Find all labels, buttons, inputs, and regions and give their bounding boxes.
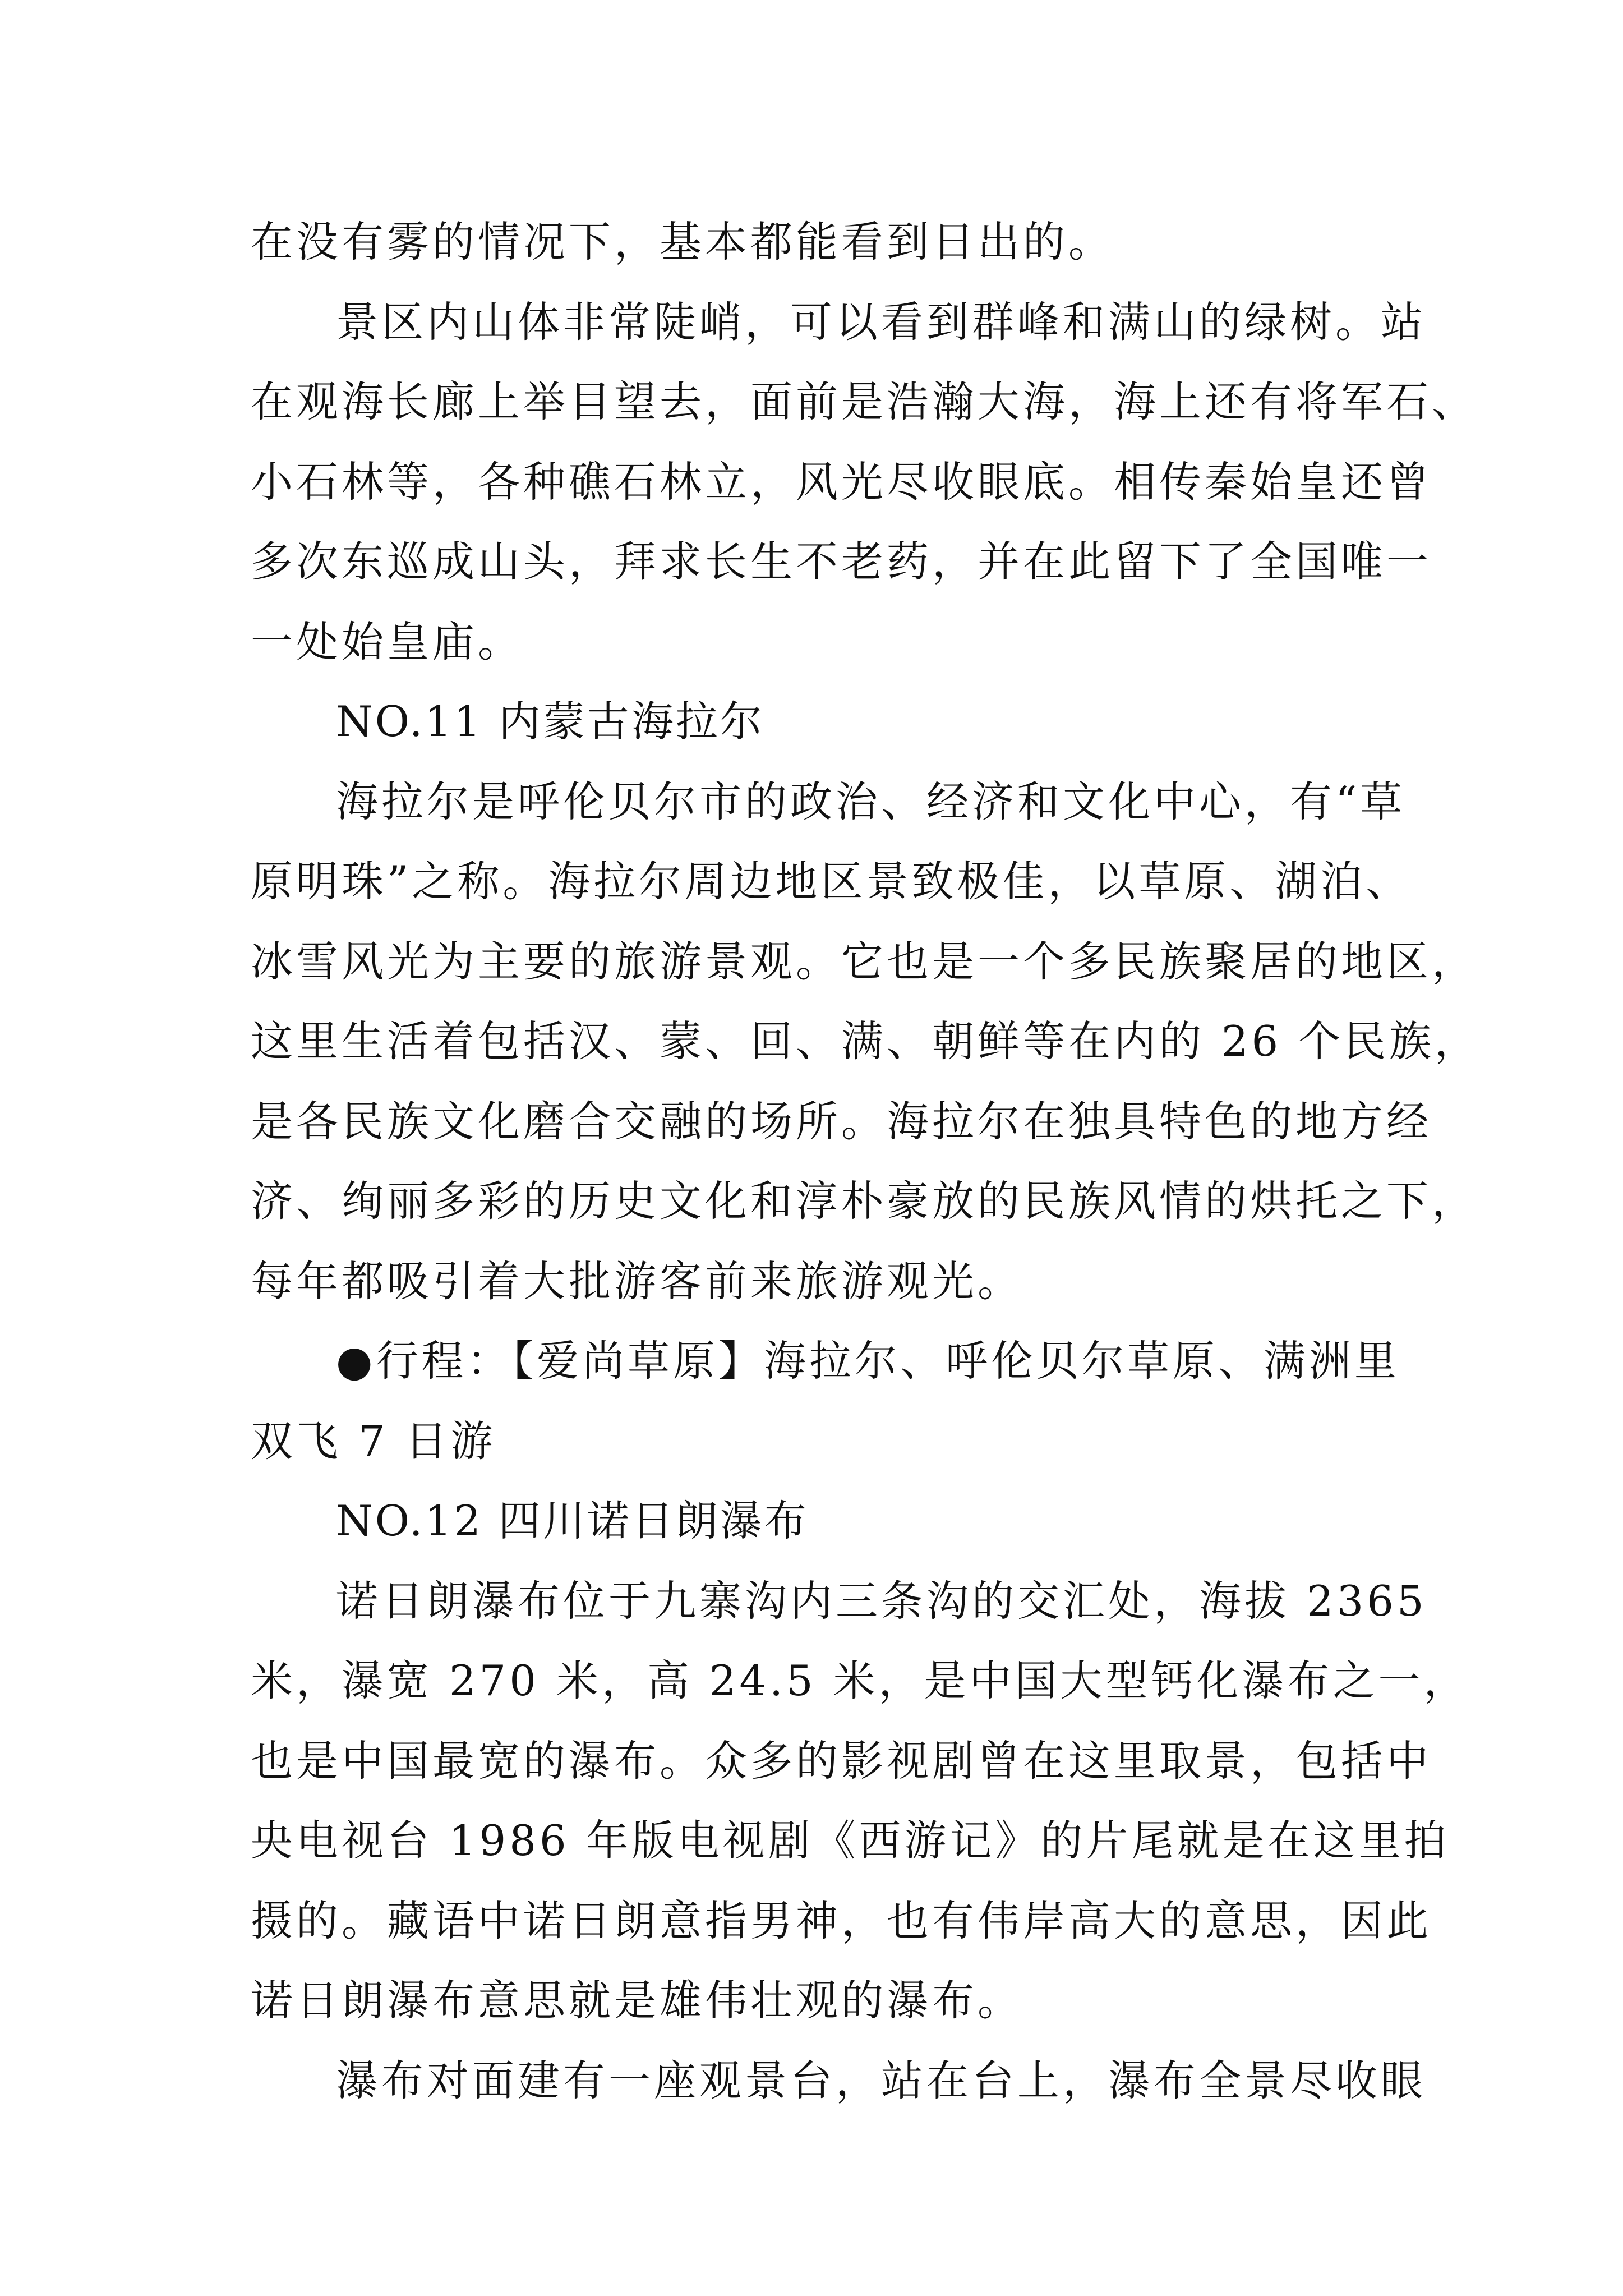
- itinerary-line: 双飞 7 日游: [251, 1416, 496, 1466]
- text-line: 冰雪风光为主要的旅游景观。它也是一个多民族聚居的地区，: [251, 936, 1478, 986]
- text-line: 是各民族文化磨合交融的场所。海拉尔在独具特色的地方经: [251, 1096, 1432, 1146]
- text-line: 济、绚丽多彩的历史文化和淳朴豪放的民族风情的烘托之下，: [251, 1176, 1478, 1226]
- text-line: 这里生活着包括汉、蒙、回、满、朝鲜等在内的 26 个民族，: [251, 1016, 1481, 1066]
- document-body: [251, 202, 1481, 2120]
- text-line: 小石林等，各种礁石林立，风光尽收眼底。相传秦始皇还曾: [251, 457, 1432, 507]
- text-line: 景区内山体非常陡峭，可以看到群峰和满山的绿树。站: [336, 297, 1427, 347]
- text-line: 在观海长廊上举目望去，面前是浩瀚大海，海上还有将军石、: [251, 377, 1478, 426]
- text-line: 多次东巡成山头，拜求长生不老药，并在此留下了全国唯一: [251, 537, 1432, 586]
- text-line: 一处始皇庙。: [251, 616, 524, 666]
- itinerary-line: ●行程：【爱尚草原】海拉尔、呼伦贝尔草原、满洲里: [336, 1336, 1400, 1386]
- text-line: 也是中国最宽的瀑布。众多的影视剧曾在这里取景，包括中: [251, 1736, 1432, 1786]
- text-line: 米，瀑宽 270 米，高 24.5 米，是中国大型钙化瀑布之一，: [251, 1656, 1469, 1705]
- text-line: 原明珠”之称。海拉尔周边地区景致极佳，以草原、湖泊、: [251, 857, 1412, 906]
- text-line: 海拉尔是呼伦贝尔市的政治、经济和文化中心，有“草: [336, 776, 1406, 826]
- text-line: 诺日朗瀑布位于九寨沟内三条沟的交汇处，海拔 2365: [336, 1576, 1427, 1626]
- text-line: 央电视台 1986 年版电视剧《西游记》的片尾就是在这里拍: [251, 1816, 1450, 1865]
- section-heading: NO.11 内蒙古海拉尔: [336, 697, 764, 746]
- section-heading: NO.12 四川诺日朗瀑布: [336, 1496, 809, 1545]
- text-line: 每年都吸引着大批游客前来旅游观光。: [251, 1256, 1023, 1306]
- text-line: 瀑布对面建有一座观景台，站在台上，瀑布全景尽收眼: [336, 2055, 1427, 2105]
- text-line: 在没有雾的情况下，基本都能看到日出的。: [251, 217, 1114, 266]
- text-line: 诺日朗瀑布意思就是雄伟壮观的瀑布。: [251, 1976, 1023, 2025]
- text-line: 摄的。藏语中诺日朗意指男神，也有伟岸高大的意思，因此: [251, 1895, 1432, 1945]
